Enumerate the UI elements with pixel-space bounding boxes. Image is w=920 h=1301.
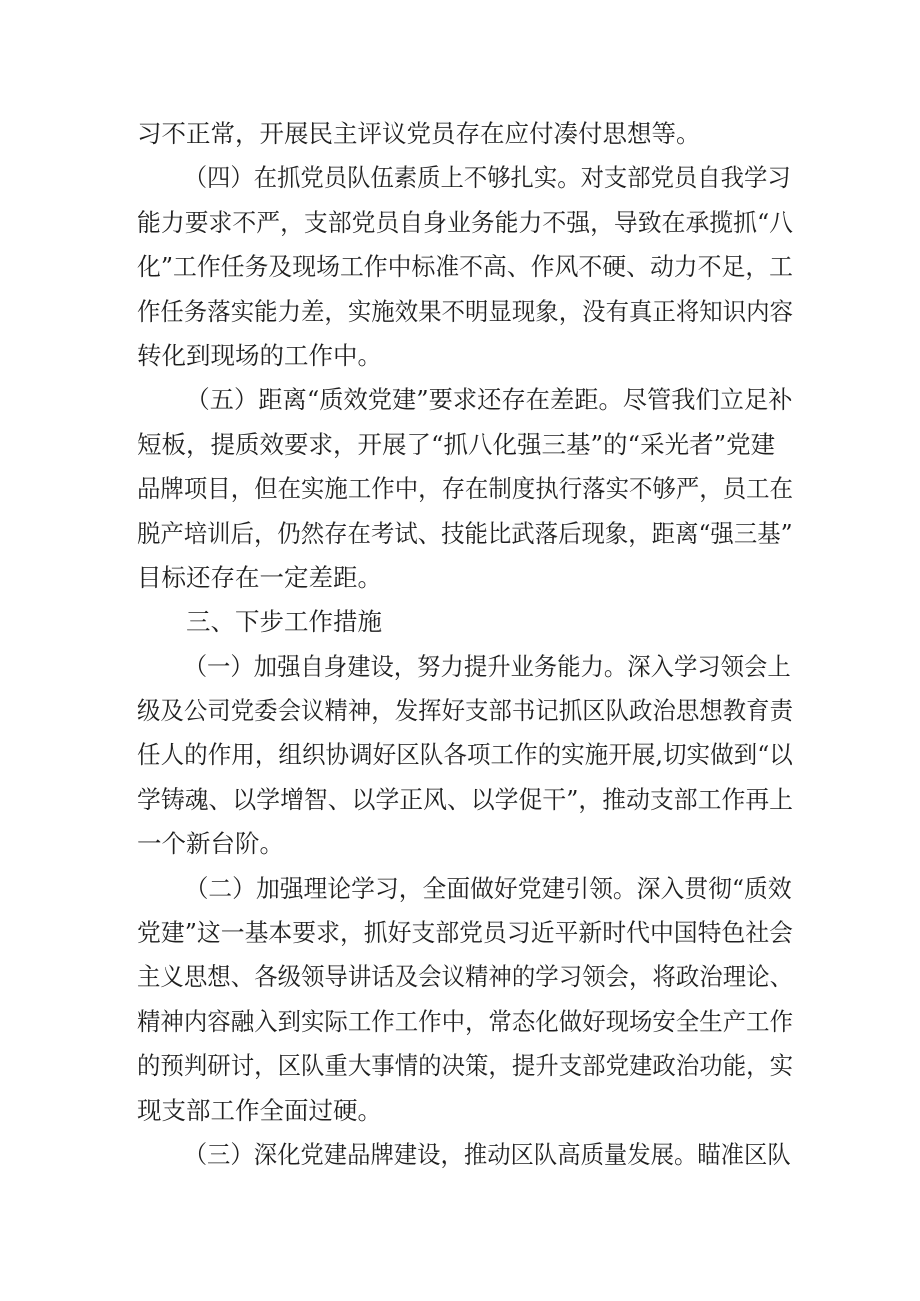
paragraph-line: 脱产培训后，仍然存在考试、技能比武落后现象，距离“强三基” [137,518,793,548]
paragraph-line: 转化到现场的工作中。 [137,340,382,370]
paragraph-first-line: （五）距离“质效党建”要求还存在差距。尽管我们立足补 [185,385,793,415]
paragraph-line: 的预判研讨，区队重大事情的决策，提升支部党建政治功能，实 [137,1051,793,1081]
paragraph-line: 化”工作任务及现场工作中标准不高、作风不硬、动力不足，工 [137,252,794,282]
paragraph-first-line: 三、下步工作措施 [186,607,382,637]
paragraph-line: 作任务落实能力差，实施效果不明显现象，没有真正将知识内容 [137,296,793,326]
paragraph-line: 目标还存在一定差距。 [137,562,382,592]
paragraph-line: 主义思想、各级领导讲话及会议精神的学习领会，将政治理论、 [137,962,793,992]
paragraph-line: 任人的作用，组织协调好区队各项工作的实施开展,切实做到“以 [137,740,793,770]
paragraph-first-line: （一）加强自身建设，努力提升业务能力。深入学习领会上 [183,651,791,681]
paragraph-line: 现支部工作全面过硬。 [137,1095,382,1125]
paragraph-line: 学铸魂、以学增智、以学正风、以学促干”，推动支部工作再上 [137,784,794,814]
paragraph-line: 品牌项目，但在实施工作中，存在制度执行落实不够严，员工在 [137,474,793,504]
document-body [137,112,793,1177]
paragraph-line: 短板，提质效要求，开展了“抓八化强三基”的“采光者”党建 [137,429,776,459]
paragraph-line: 级及公司党委会议精神，发挥好支部书记抓区队政治思想教育责 [137,696,793,726]
paragraph-line: 党建”这一基本要求，抓好支部党员习近平新时代中国特色社会 [137,918,794,948]
paragraph-line: 精神内容融入到实际工作工作中，常态化做好现场安全生产工作 [137,1006,793,1036]
paragraph-first-line: （三）深化党建品牌建设，推动区队高质量发展。瞄准区队 [183,1139,791,1169]
paragraph-line: 能力要求不严，支部党员自身业务能力不强，导致在承揽抓“八 [137,207,794,237]
paragraph-line: 一个新台阶。 [137,829,284,859]
paragraph-first-line: （二）加强理论学习，全面做好党建引领。深入贯彻“质效 [184,873,792,903]
paragraph-first-line: （四）在抓党员队伍素质上不够扎实。对支部党员自我学习 [183,163,791,193]
paragraph-line: 习不正常，开展民主评议党员存在应付凑付思想等。 [137,119,701,148]
